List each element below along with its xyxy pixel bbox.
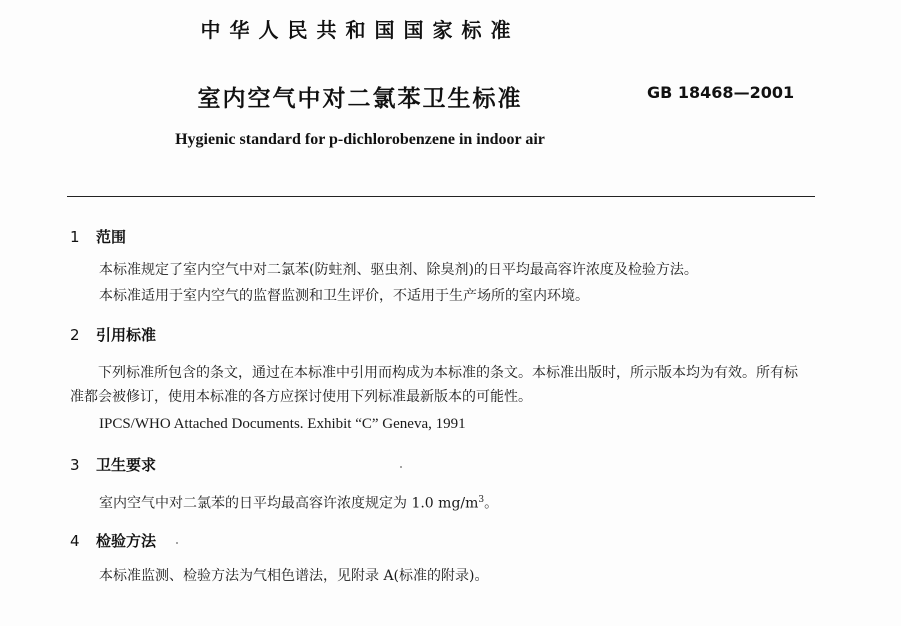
section-number: 1 [70, 228, 80, 246]
section-2-paragraph-1: 下列标准所包含的条文，通过在本标准中引用而构成为本标准的条文。本标准出版时，所示版本均为有效。所有标准都会被修订，使用本标准的各方应探讨使用下列标准最新版本的可能性。 [70, 365, 798, 405]
standard-code: GB 18468—2001 [647, 83, 795, 102]
national-standard-header: 中华人民共和国国家标准 [200, 18, 520, 42]
header-divider [67, 196, 815, 197]
section-title: 范围 [96, 228, 127, 246]
section-1-paragraph-2: 本标准适用于室内空气的监督监测和卫生评价，不适用于生产场所的室内环境。 [99, 288, 589, 304]
section-number: 2 [70, 326, 80, 344]
requirement-period: 。 [484, 495, 499, 512]
section-3-heading [70, 454, 156, 475]
section-3-paragraph-1 [99, 488, 498, 516]
english-title: Hygienic standard for p-dichlorobenzene in indoor air [175, 131, 545, 148]
scan-speck [176, 542, 178, 544]
scan-speck [400, 466, 402, 468]
unit-exponent: 3 [478, 495, 485, 505]
section-4-paragraph-1: 本标准监测、检验方法为气相色谱法，见附录 A(标准的附录)。 [99, 568, 489, 584]
requirement-text: 室内空气中对二氯苯的日平均最高容许浓度规定为 1.0 mg/m [99, 495, 479, 512]
document-title: 室内空气中对二氯苯卫生标准 [197, 86, 523, 112]
section-4-heading [70, 530, 156, 551]
section-title: 检验方法 [96, 532, 157, 550]
section-title: 引用标准 [96, 326, 157, 344]
section-1-heading [70, 226, 126, 247]
section-2-reference: IPCS/WHO Attached Documents. Exhibit “C” Geneva, 1991 [99, 416, 466, 432]
section-number: 3 [70, 456, 80, 474]
section-title: 卫生要求 [96, 456, 157, 474]
section-2-heading [70, 324, 156, 345]
section-number: 4 [70, 532, 80, 550]
section-1-paragraph-1: 本标准规定了室内空气中对二氯苯(防蛀剂、驱虫剂、除臭剂)的日平均最高容许浓度及检验方法。 [99, 262, 698, 278]
